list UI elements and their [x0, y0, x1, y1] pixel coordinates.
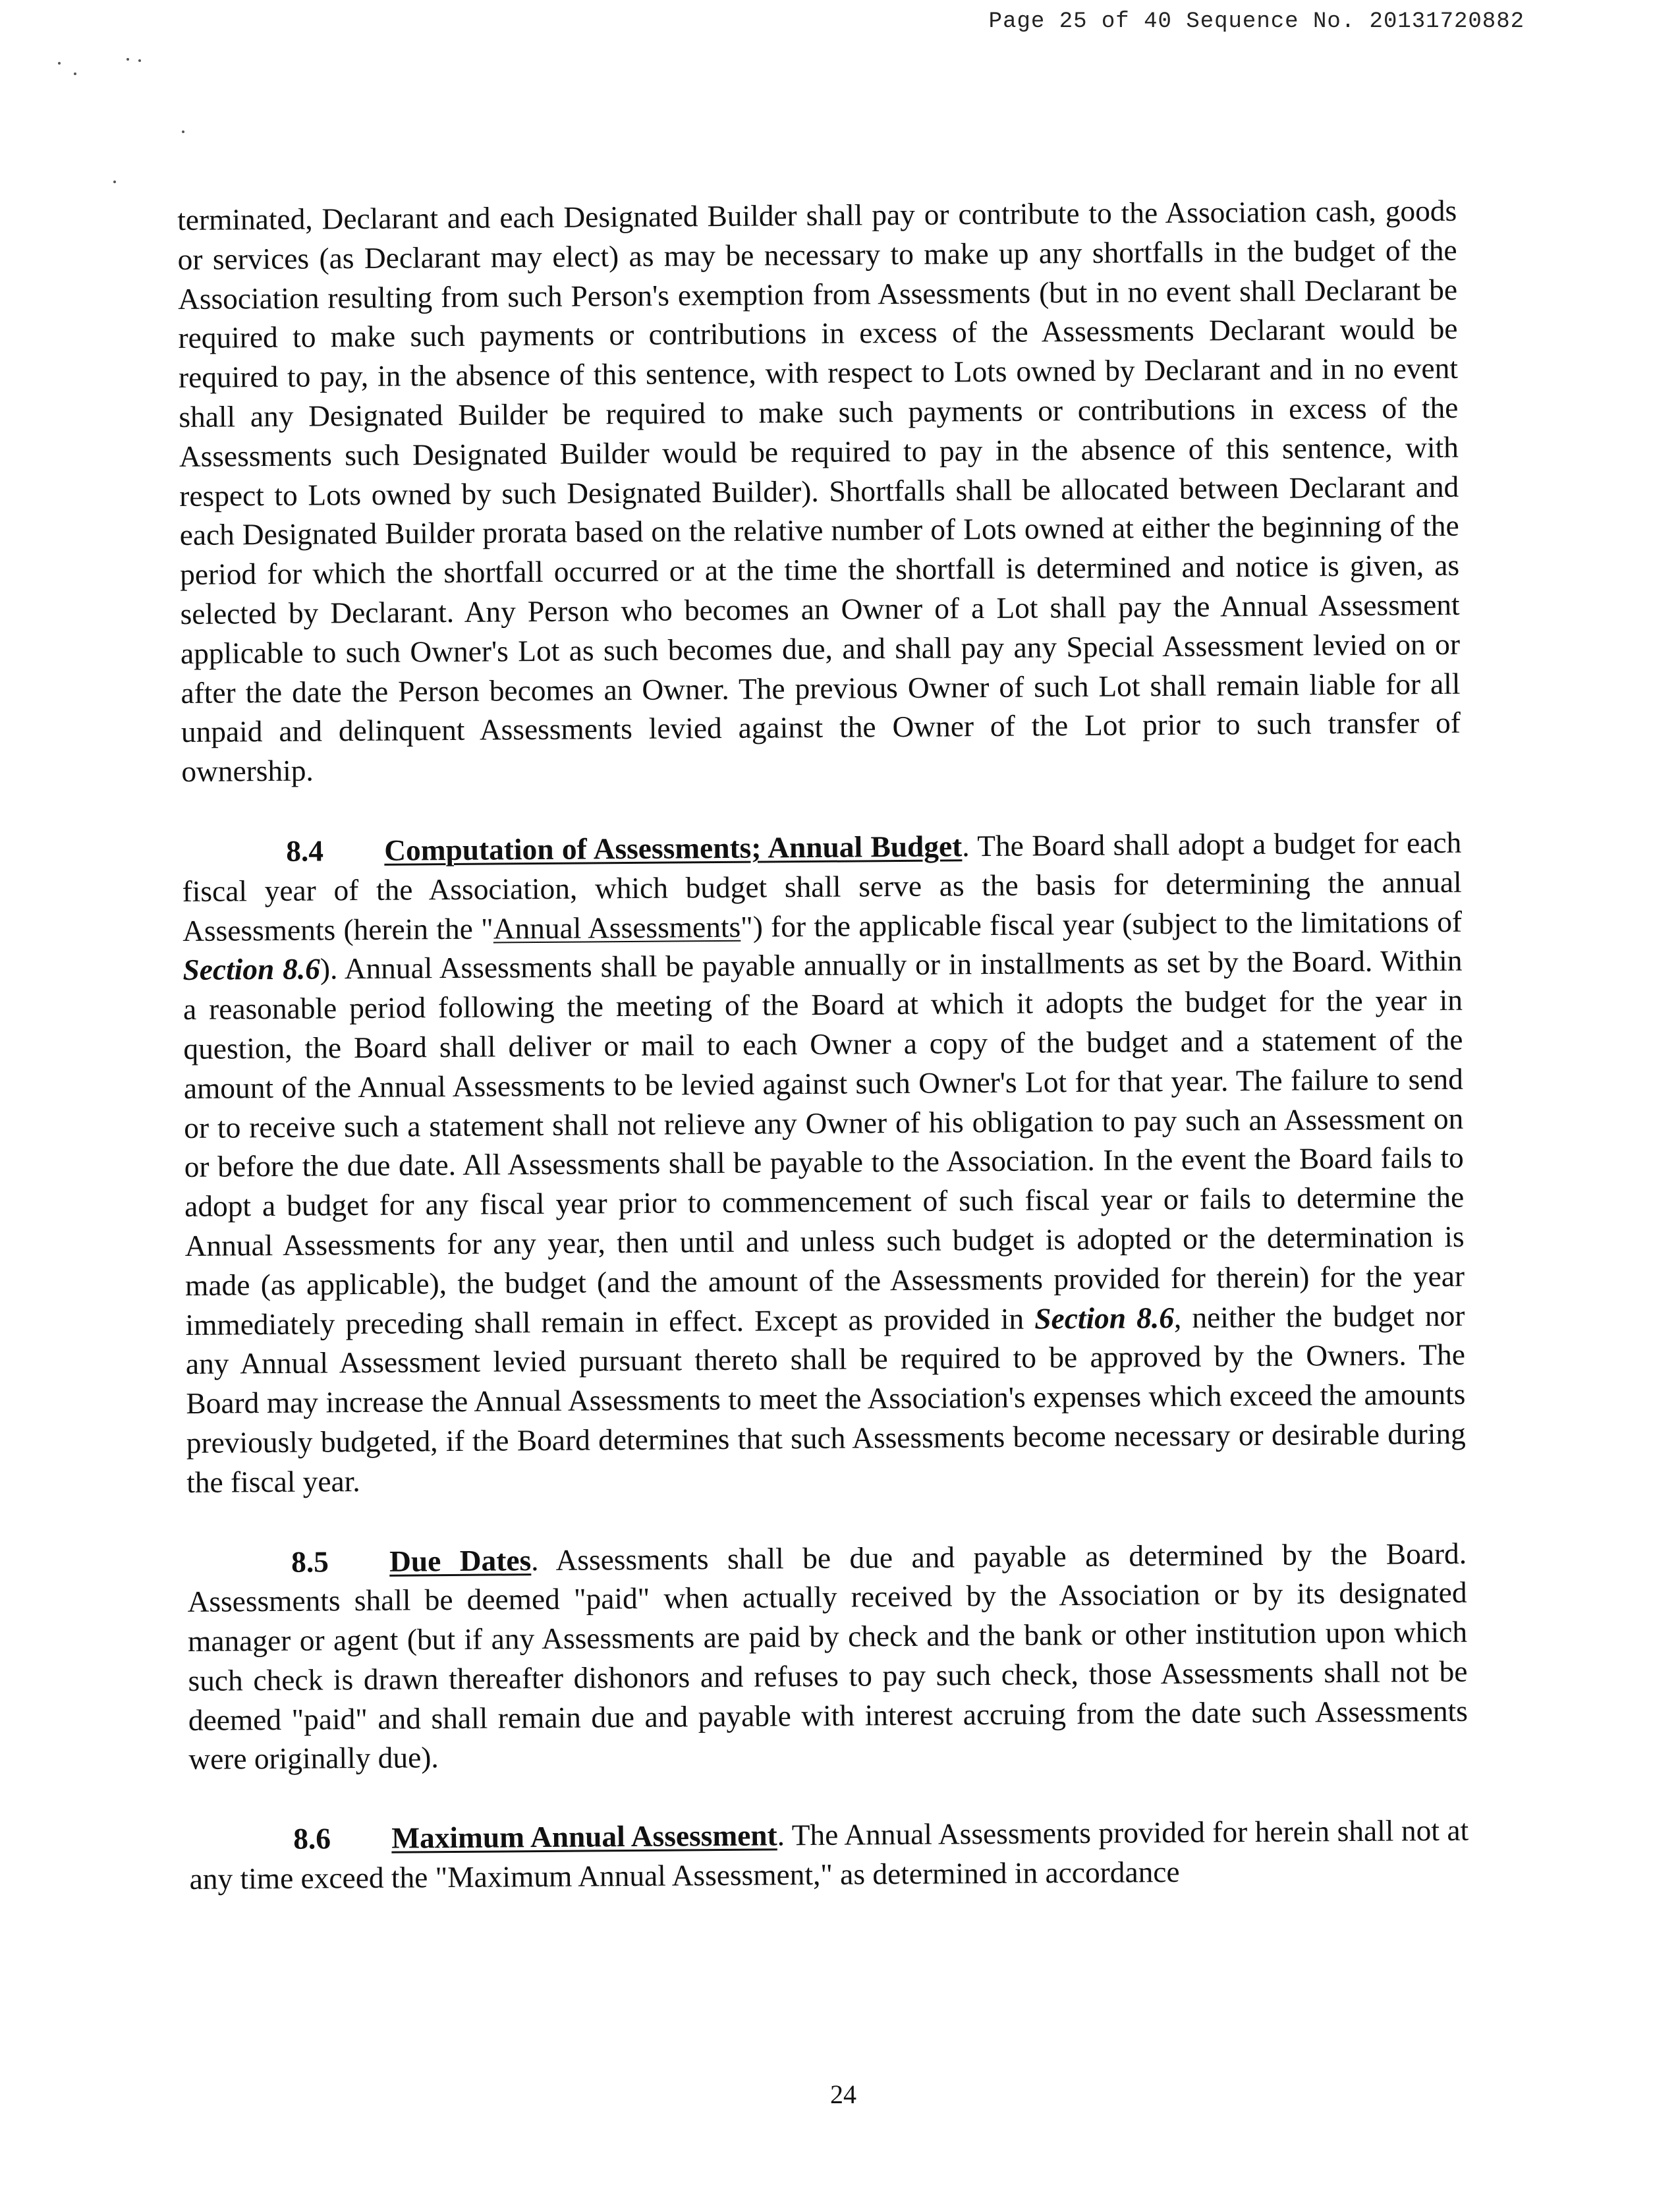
section-number: 8.4	[286, 834, 324, 868]
section-text: ). Annual Assessments shall be payable annually or in installments as set by the Board. Within a reasonable period following the meeting of the Board at which it adopts the budget for the year in question, the Board shall deliver or mail to each Owner a copy of the budget and a statement of the amount of the Annual Assessments to be levied against such Owner's Lot for that year. The failure to send or to receive such a statement shall not relieve any Owner of his obligation to pay such an Assessment on or before the due date. All Assessments shall be payable to the Association. In the event the Board fails to adopt a budget for any fiscal year prior to commencement of such fiscal year or fails to determine the Annual Assessments for any year, then until and unless such budget is adopted or the determination is made (as applicable), the budget (and the amount of the Assessments provided for therein) for the year immediately preceding shall remain in effect. Except as provided in	[182, 944, 1465, 1342]
section-text: ") for the applicable fiscal year (subject to the limitations of	[740, 905, 1463, 944]
document-body	[177, 192, 1469, 1940]
scan-speck	[58, 62, 61, 65]
scan-speck	[182, 130, 184, 133]
section-reference: Section 8.6	[182, 952, 321, 987]
section-title: Due Dates	[389, 1543, 532, 1578]
scan-speck	[74, 72, 76, 75]
section-title: Computation of Assessments; Annual Budget	[384, 830, 963, 867]
section-title-period: .	[530, 1543, 539, 1577]
section-text: , neither the budget nor any Annual Assessment levied pursuant thereto shall be required to be approved by the Owners. The Board may increase the Annual Assessments to meet the Association's expenses which exceed the amounts previously budgeted, if the Board determines that such Assessments become necessary or desirable during the fiscal year.	[185, 1299, 1466, 1499]
scan-specks	[53, 53, 198, 198]
section-text: Assessments shall be due and payable as determined by the Board. Assessments shall be deemed "paid" when actually received by the Association or by its designated manager or agent (but if any Assessments are paid by check and the bank or other institution upon which such check is drawn thereafter dishonors and refuses to pay such check, those Assessments shall not be deemed "paid" and shall remain due and payable with interest accruing from the date such Assessments were originally due).	[187, 1537, 1469, 1776]
scan-speck	[126, 58, 129, 61]
scan-speck	[138, 59, 141, 62]
section-8-5	[187, 1534, 1469, 1780]
section-title-period: .	[777, 1819, 785, 1852]
section-title-period: .	[962, 830, 970, 863]
paragraph-continued	[177, 192, 1461, 792]
section-text: The Annual Assessments provided for herein shall not at any time exceed the "Maximum Annual Assessment," as determined in accordance	[189, 1813, 1469, 1896]
section-text: The Board shall adopt a budget for each fiscal year of the Association, which budget shall serve as the basis for determining the annual Assessments (herein the "	[182, 826, 1462, 948]
section-number: 8.5	[291, 1544, 329, 1579]
section-8-4	[182, 824, 1466, 1503]
paragraph-text: terminated, Declarant and each Designated Builder shall pay or contribute to the Association cash, goods or services (as Declarant may elect) as may be necessary to make up any shortfalls in the budget of the Association resulting from such Person's exemption from Assessments (but in no event shall Declarant be required to make such payments or contributions in excess of the Assessments Declarant would be required to pay, in the absence of this sentence, with respect to Lots owned by Declarant and in no event shall any Designated Builder be required to make such payments or contributions in excess of the Assessments such Designated Builder would be required to pay in the absence of this sentence, with respect to Lots owned by such Designated Builder). Shortfalls shall be allocated between Declarant and each Designated Builder prorata based on the relative number of Lots owned at either the beginning of the period for which the shortfall occurred or at the time the shortfall is determined and notice is given, as selected by Declarant. Any Person who becomes an Owner of a Lot shall pay the Annual Assessment applicable to such Owner's Lot as such becomes due, and shall pay any Special Assessment levied on or after the date the Person becomes an Owner. The previous Owner of such Lot shall remain liable for all unpaid and delinquent Assessments levied against the Owner of the Lot prior to such transfer of ownership.	[177, 194, 1461, 789]
page-header: Page 25 of 40 Sequence No. 20131720882	[988, 9, 1525, 34]
section-8-6	[189, 1811, 1469, 1900]
section-title: Maximum Annual Assessment	[391, 1819, 777, 1855]
scan-speck	[113, 181, 116, 183]
section-number: 8.6	[293, 1822, 331, 1856]
page-number: 24	[830, 2080, 856, 2109]
section-reference: Section 8.6	[1034, 1301, 1175, 1336]
defined-term: Annual Assessments	[493, 910, 741, 946]
